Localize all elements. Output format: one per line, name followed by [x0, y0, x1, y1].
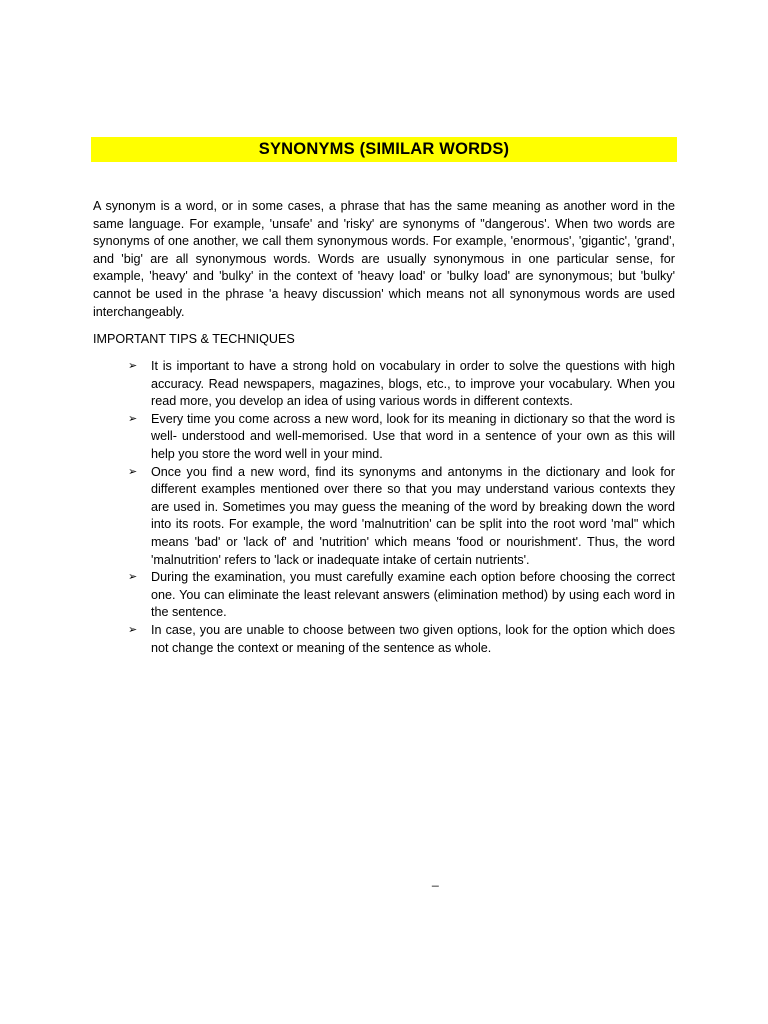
tip-text: Once you find a new word, find its synonyms and antonyms in the dictionary and look for different examples mentioned over there so that you may understand various contexts they are used in. Sometimes you may guess the meaning of the word by breaking down the word into its roots. For example, the word 'malnutrition' can be split into the root word 'mal" which means 'bad' or 'lack of' and 'nutrition' which means 'food or nourishment'. Thus, the word 'malnutrition' refers to 'lack or inadequate intake of certain nutrients'. — [151, 464, 675, 567]
tip-text: In case, you are unable to choose between two given options, look for the option which does not change the context or meaning of the sentence as whole. — [151, 622, 675, 655]
list-item — [128, 464, 675, 570]
tip-text: Every time you come across a new word, look for its meaning in dictionary so that the word is well- understood and well-memorised. Use that word in a sentence of your own as this will help you store the word well in your mind. — [151, 411, 675, 461]
tip-text: It is important to have a strong hold on vocabulary in order to solve the questions with high accuracy. Read newspapers, magazines, blogs, etc., to improve your vocabulary. When you read more, you develop an idea of using various words in different contexts. — [151, 359, 675, 409]
tip-text: During the examination, you must carefully examine each option before choosing the correct one. You can eliminate the least relevant answers (elimination method) by using each word in the sentence. — [151, 570, 675, 620]
arrow-bullet-icon: ➢ — [128, 412, 138, 425]
tips-heading: IMPORTANT TIPS & TECHNIQUES — [93, 332, 295, 346]
page-title: SYNONYMS (SIMILAR WORDS) — [258, 140, 510, 158]
arrow-bullet-icon: ➢ — [128, 465, 138, 478]
list-item — [128, 622, 675, 657]
arrow-bullet-icon: ➢ — [128, 571, 138, 584]
list-item — [128, 569, 675, 622]
list-item — [128, 411, 675, 464]
list-item — [128, 358, 675, 411]
title-highlight-bar — [91, 137, 677, 162]
arrow-bullet-icon: ➢ — [128, 623, 138, 636]
intro-paragraph: A synonym is a word, or in some cases, a phrase that has the same meaning as another word in the same language. For example, 'unsafe' and 'risky' are synonyms of "dangerous'. When two words are synonyms of one another, we call them synonymous words. For example, 'enormous', 'gigantic', 'grand', and 'big' are all synonymous words. Words are usually synonymous in one particular sense, for example, 'heavy' and 'bulky' in the context of 'heavy load' or 'bulky load' are synonymous; but 'bulky' cannot be used in the phrase 'a heavy discussion' which means not all synonymous words are used interchangeably. — [93, 199, 675, 319]
page-number-mark: _ — [432, 873, 439, 887]
arrow-bullet-icon: ➢ — [128, 360, 138, 372]
tips-list — [128, 358, 675, 657]
